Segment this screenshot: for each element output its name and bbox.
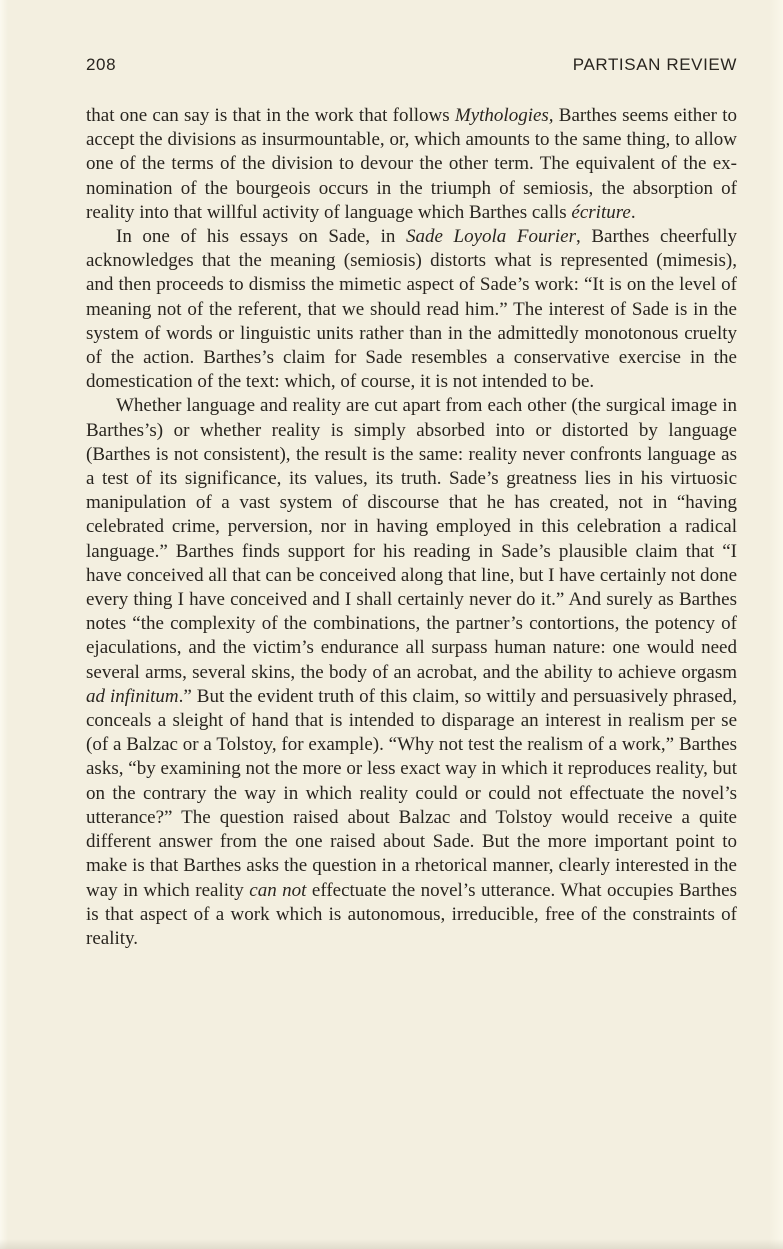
running-head <box>86 55 737 75</box>
body-text <box>86 104 737 951</box>
text-segment: Whether language and reality are cut apart from each other (the surgical image in Barthes’s) or whether reality is simply absorbed into or distorted by language (Barthes is not consistent), the result is the same: reality never confronts language as a test of its significance, its values, its truth. Sade’s greatness lies in his virtuosic manipulation of a vast system of discourse that he has created, not in “having celebrated crime, perversion, nor in having employed in this celebration a radical language.” Barthes finds support for his reading in Sade’s plausible claim that “I have conceived all that can be conceived along that line, but I have certainly not done every thing I have conceived and I shall certainly never do it.” And surely as Barthes notes “the complexity of the combinations, the partner’s contortions, the potency of ejaculations, and the victim’s endurance all surpass human nature: one would need several arms, several skins, the body of an acrobat, and the ability to achieve orgasm <box>86 395 738 683</box>
page-edge-shadow-bottom <box>0 1239 783 1249</box>
text-segment: Sade Loyola Fourier <box>406 226 576 248</box>
journal-title: PARTISAN REVIEW <box>572 55 737 74</box>
text-segment: In one of his essays on Sade, in <box>116 226 406 248</box>
paragraph <box>86 104 737 225</box>
text-segment: Barthes seems either to accept the divisions as insurmountable, or, which amounts to the same thing, to allow one of the terms of the division to devour the other term. The equivalent of the ex-nomination of the bourgeois occurs in the triumph of semiosis, the absorption of reality into that willful activity of language which Barthes calls <box>86 105 737 223</box>
text-segment: effectuate the novel’s utterance. What occupies Barthes is that aspect of a work which is autonomous, irreducible, free of the constraints of reality. <box>86 879 738 949</box>
text-segment: Mythologies, <box>454 105 554 126</box>
text-segment: , Barthes cheerfully acknowledges that the meaning (semiosis) distorts what is represented (mimesis), and then proceeds to dismiss the mimetic aspect of Sade’s work: “It is on the level of meaning not of the referent, that we should read him.” The interest of Sade is in the system of words or linguistic units rather than in the admittedly monotonous cruelty of the action. Barthes’s claim for Sade resembles a conservative exercise in the domestication of the text: which, of course, it is not intended to be. <box>86 226 737 393</box>
page-number: 208 <box>86 55 117 74</box>
text-segment: . <box>630 201 636 223</box>
text-segment: .” But the evident truth of this claim, so wittily and persuasively phrased, conceals a sleight of hand that is intended to disparage an interest in realism per se (of a Balzac or a Tolstoy, for example). “Why not test the realism of a work,” Barthes asks, “by examining not the more or less exact way in which it reproduces reality, but on the contrary the way in which reality could or could not effectuate the novel’s utterance?” The question raised about Balzac and Tolstoy would receive a quite different answer from the one raised about Sade. But the more important point to make is that Barthes asks the question in a rhetorical manner, clearly interested in the way in which reality <box>86 685 738 901</box>
text-segment: that one can say is that in the work that follows <box>86 105 455 126</box>
page-edge-highlight-left <box>0 0 8 1249</box>
text-segment: can not <box>249 879 307 901</box>
text-segment: ad infinitum <box>86 685 179 707</box>
text-segment: écriture <box>571 201 631 223</box>
page-edge-highlight-right <box>769 0 783 1249</box>
paragraph <box>86 225 737 394</box>
paragraph <box>86 394 737 951</box>
